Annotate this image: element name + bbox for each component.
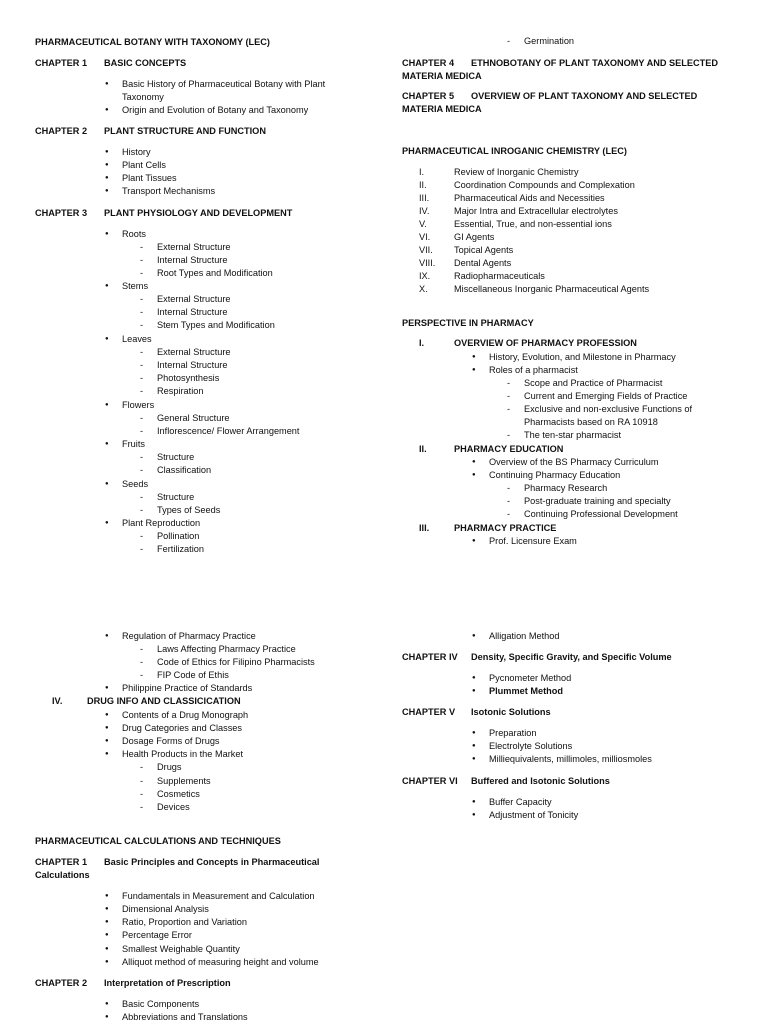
list-item: ● Alliquot method of measuring height and volume <box>122 956 319 969</box>
sub-item: - Internal Structure <box>157 254 227 267</box>
sub-item: - Exclusive and non-exclusive Functions of <box>524 403 692 416</box>
chapter-iv-name: Density, Specific Gravity, and Specific Volume <box>471 652 672 662</box>
sub-item: - Pollination <box>157 530 199 543</box>
botany-title: PHARMACEUTICAL BOTANY WITH TAXONOMY (LEC) <box>35 37 270 47</box>
list-item: Coordination Compounds and Complexation <box>454 180 635 190</box>
sub-item: - Fertilization <box>157 543 204 556</box>
ch4-name: ETHNOBOTANY OF PLANT TAXONOMY AND SELECTED <box>471 58 719 68</box>
list-item: ● Contents of a Drug Monograph <box>122 709 248 722</box>
list-item: ● Flowers <box>122 399 154 412</box>
list-item: ● Fundamentals in Measurement and Calculation <box>122 890 315 903</box>
sub-item: - Continuing Professional Development <box>524 508 678 521</box>
sub-item: - Cosmetics <box>157 788 200 801</box>
ch4-name-cont: MATERIA MEDICA <box>402 71 482 81</box>
list-item: ● Stems <box>122 280 148 293</box>
list-item: GI Agents <box>454 232 495 242</box>
sub-item: - Code of Ethics for Filipino Pharmacists <box>157 656 315 669</box>
chapter-v-number: CHAPTER V <box>402 707 456 717</box>
ch3-number: CHAPTER 3 <box>35 208 88 218</box>
ch2-name: Interpretation of Prescription <box>104 978 231 988</box>
roman-numeral: VIII. <box>419 258 436 268</box>
sub-item: - Supplements <box>157 775 211 788</box>
list-item: ● Basic History of Pharmaceutical Botany with Plant <box>122 78 325 91</box>
calc-title: PHARMACEUTICAL CALCULATIONS AND TECHNIQUES <box>35 836 281 846</box>
list-item: ● Ratio, Proportion and Variation <box>122 916 247 929</box>
sub-item: - The ten-star pharmacist <box>524 429 621 442</box>
inorganic-title: PHARMACEUTICAL INROGANIC CHEMISTRY (LEC) <box>402 146 627 156</box>
roman-numeral: I. <box>419 167 425 177</box>
list-item: Pharmaceutical Aids and Necessities <box>454 193 605 203</box>
ch2-number: CHAPTER 2 <box>35 978 88 988</box>
ch2-number: CHAPTER 2 <box>35 126 88 136</box>
list-item: ● Transport Mechanisms <box>122 185 215 198</box>
perspective-title: PERSPECTIVE IN PHARMACY <box>402 318 534 328</box>
sub-item: - Post-graduate training and specialty <box>524 495 671 508</box>
list-item: ● Preparation <box>489 727 537 740</box>
roman-numeral: III. <box>419 193 430 203</box>
list-item: Review of Inorganic Chemistry <box>454 167 579 177</box>
roman-numeral: IX. <box>419 271 431 281</box>
ch1-number: CHAPTER 1 <box>35 857 88 867</box>
sub-item: - External Structure <box>157 241 231 254</box>
section-number: I. <box>419 338 425 348</box>
section-name: PHARMACY PRACTICE <box>454 523 557 533</box>
list-item: ● Health Products in the Market <box>122 748 243 761</box>
ch5-number: CHAPTER 5 <box>402 91 455 101</box>
list-item: Essential, True, and non-essential ions <box>454 219 612 229</box>
sub-item: - Photosynthesis <box>157 372 219 385</box>
list-item: ● Origin and Evolution of Botany and Taxonomy <box>122 104 308 117</box>
section-name: DRUG INFO AND CLASSICICATION <box>87 696 241 706</box>
roman-numeral: V. <box>419 219 427 229</box>
sub-item: - Germination <box>524 35 574 48</box>
sub-item: - Current and Emerging Fields of Practice <box>524 390 687 403</box>
sub-item: - General Structure <box>157 412 230 425</box>
sub-item: - Pharmacy Research <box>524 482 607 495</box>
sub-item: - Classification <box>157 464 211 477</box>
sub-item: - Respiration <box>157 385 203 398</box>
sub-item: - Scope and Practice of Pharmacist <box>524 377 662 390</box>
sub-item: - Drugs <box>157 761 182 774</box>
list-item: ● Dimensional Analysis <box>122 903 209 916</box>
roman-numeral: VI. <box>419 232 431 242</box>
list-item: ● Percentage Error <box>122 929 192 942</box>
list-item: ● Dosage Forms of Drugs <box>122 735 220 748</box>
sub-item: - Devices <box>157 801 190 814</box>
list-item: ● Roles of a pharmacist <box>489 364 578 377</box>
list-item: ● Overview of the BS Pharmacy Curriculum <box>489 456 659 469</box>
roman-numeral: VII. <box>419 245 433 255</box>
list-item: Dental Agents <box>454 258 512 268</box>
list-item: ● Basic Components <box>122 998 199 1011</box>
ch5-name-cont: MATERIA MEDICA <box>402 104 482 114</box>
list-item: Topical Agents <box>454 245 514 255</box>
sub-item: - Stem Types and Modification <box>157 319 275 332</box>
list-item: ● Abbreviations and Translations <box>122 1011 248 1024</box>
roman-numeral: IV. <box>419 206 430 216</box>
sub-item: - Structure <box>157 491 194 504</box>
list-item: ● Fruits <box>122 438 145 451</box>
list-item: ● Adjustment of Tonicity <box>489 809 578 822</box>
list-item: ● Pycnometer Method <box>489 672 571 685</box>
list-item: ● Plant Cells <box>122 159 166 172</box>
chapter-vi-number: CHAPTER VI <box>402 776 458 786</box>
section-name: PHARMACY EDUCATION <box>454 444 564 454</box>
list-item: ● Continuing Pharmacy Education <box>489 469 620 482</box>
list-item: Radiopharmaceuticals <box>454 271 545 281</box>
ch2-name: PLANT STRUCTURE AND FUNCTION <box>104 126 266 136</box>
list-item: ● History, Evolution, and Milestone in Pharmacy <box>489 351 676 364</box>
section-number: II. <box>419 444 427 454</box>
sub-item: - External Structure <box>157 346 231 359</box>
list-item: ● Regulation of Pharmacy Practice <box>122 630 256 643</box>
list-item: ● Smallest Weighable Quantity <box>122 943 240 956</box>
ch1-name: Basic Principles and Concepts in Pharmaceutical <box>104 857 320 867</box>
list-item: ● Milliequivalents, millimoles, milliosmoles <box>489 753 652 766</box>
list-item: ● Drug Categories and Classes <box>122 722 242 735</box>
list-item: ● Plant Tissues <box>122 172 177 185</box>
ch1-name-cont: Calculations <box>35 870 90 880</box>
list-item: ● Electrolyte Solutions <box>489 740 572 753</box>
sub-item: - Laws Affecting Pharmacy Practice <box>157 643 296 656</box>
sub-item: - Inflorescence/ Flower Arrangement <box>157 425 299 438</box>
sub-item-cont: Pharmacists based on RA 10918 <box>524 417 658 427</box>
ch5-name: OVERVIEW OF PLANT TAXONOMY AND SELECTED <box>471 91 698 101</box>
chapter-v-name: Isotonic Solutions <box>471 707 551 717</box>
chapter-vi-name: Buffered and Isotonic Solutions <box>471 776 610 786</box>
sub-item: - Internal Structure <box>157 359 227 372</box>
list-item: ● Seeds <box>122 478 148 491</box>
section-name: OVERVIEW OF PHARMACY PROFESSION <box>454 338 637 348</box>
ch4-number: CHAPTER 4 <box>402 58 455 68</box>
ch1-name: BASIC CONCEPTS <box>104 58 187 68</box>
list-item: Taxonomy <box>122 92 164 102</box>
sub-item: - FIP Code of Ethis <box>157 669 229 682</box>
list-item: ● Buffer Capacity <box>489 796 552 809</box>
list-item: ● Plant Reproduction <box>122 517 200 530</box>
sub-item: - External Structure <box>157 293 231 306</box>
roman-numeral: II. <box>419 180 427 190</box>
list-item: ● Prof. Licensure Exam <box>489 535 577 548</box>
list-item: ● Alligation Method <box>489 630 559 643</box>
sub-item: - Root Types and Modification <box>157 267 273 280</box>
list-item: ● Plummet Method <box>489 685 563 698</box>
list-item: ● Philippine Practice of Standards <box>122 682 252 695</box>
ch3-name: PLANT PHYSIOLOGY AND DEVELOPMENT <box>104 208 293 218</box>
list-item: Major Intra and Extracellular electrolytes <box>454 206 618 216</box>
sub-item: - Structure <box>157 451 194 464</box>
sub-item: - Types of Seeds <box>157 504 220 517</box>
list-item: ● History <box>122 146 151 159</box>
list-item: ● Roots <box>122 228 146 241</box>
list-item: ● Leaves <box>122 333 152 346</box>
section-number: III. <box>419 523 430 533</box>
ch1-number: CHAPTER 1 <box>35 58 88 68</box>
section-number: IV. <box>52 696 63 706</box>
list-item: Miscellaneous Inorganic Pharmaceutical Agents <box>454 284 650 294</box>
sub-item: - Internal Structure <box>157 306 227 319</box>
roman-numeral: X. <box>419 284 428 294</box>
chapter-iv-number: CHAPTER IV <box>402 652 458 662</box>
